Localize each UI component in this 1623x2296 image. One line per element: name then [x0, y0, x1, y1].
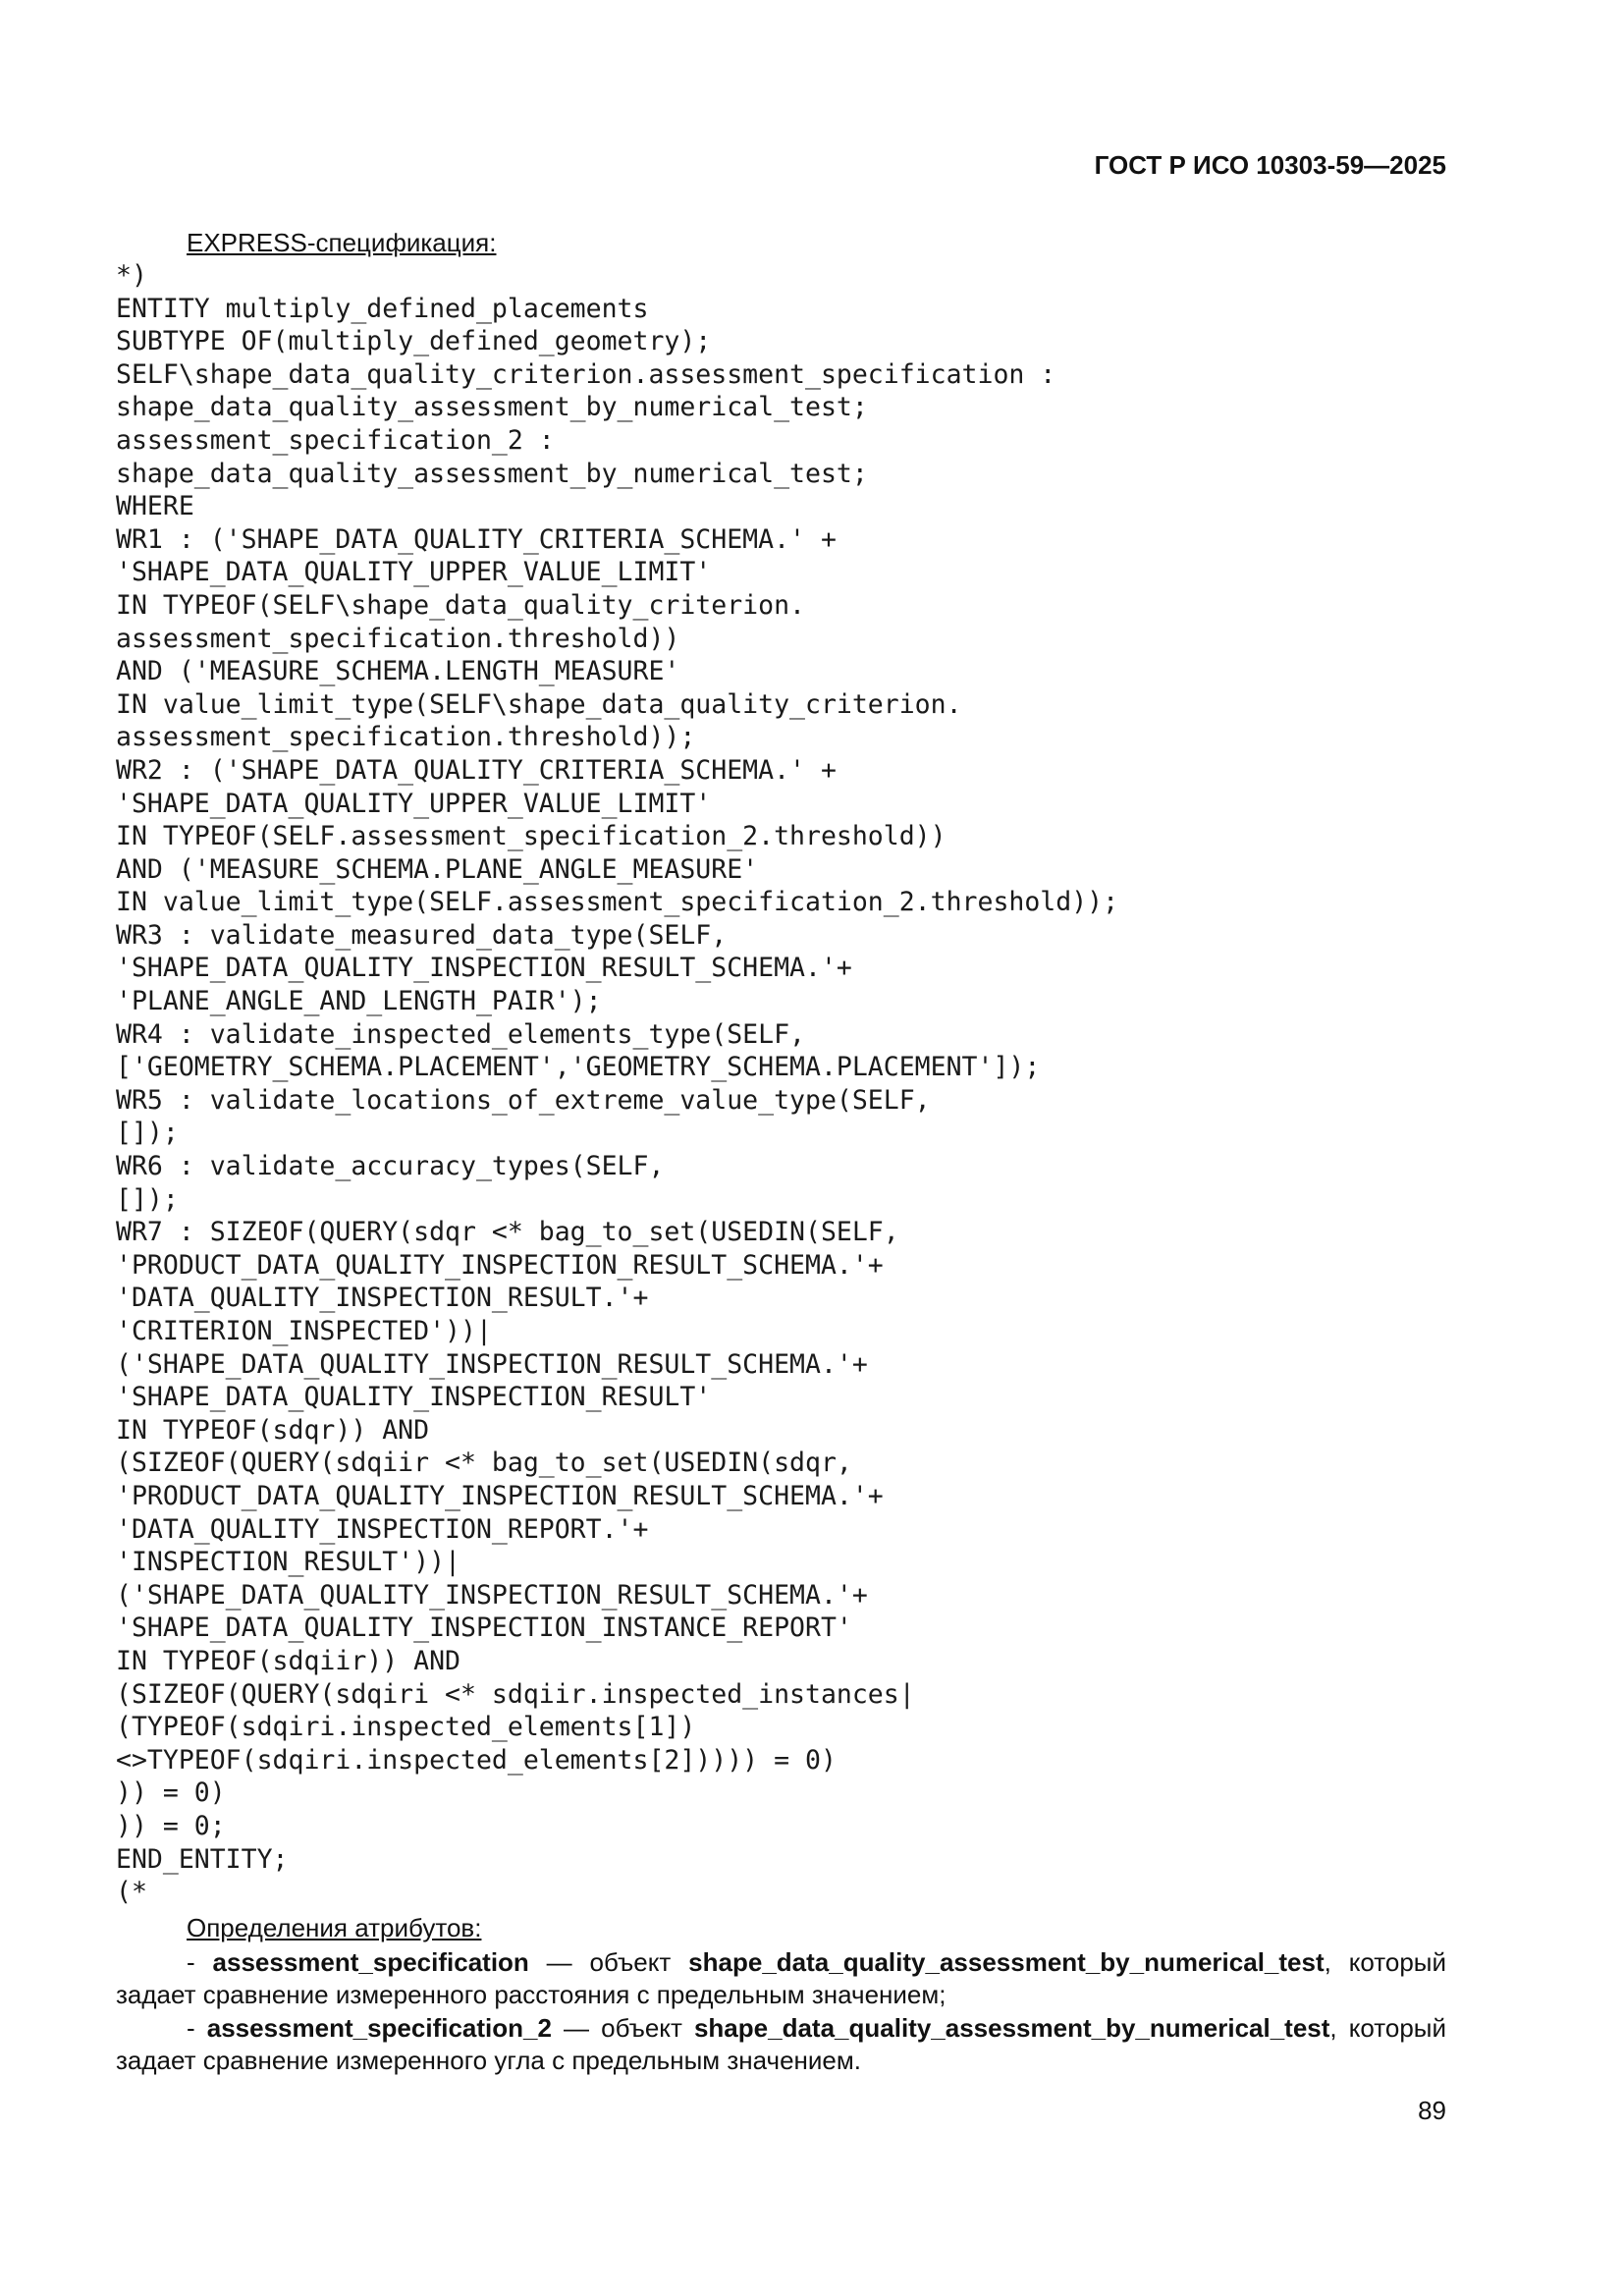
code-line: ENTITY multiply_defined_placements: [116, 293, 649, 324]
code-line: WHERE: [116, 491, 194, 522]
code-line: (SIZEOF(QUERY(sdqiir <* bag_to_set(USEDIN(sdqr,: [116, 1448, 852, 1479]
code-line: IN value_limit_type(SELF.assessment_specification_2.threshold));: [116, 887, 1119, 918]
code-line: WR6 : validate_accuracy_types(SELF,: [116, 1151, 665, 1182]
code-line: IN TYPEOF(sdqr)) AND: [116, 1414, 430, 1446]
code-line: 'INSPECTION_RESULT'))|: [116, 1547, 460, 1578]
code-line: shape_data_quality_assessment_by_numerical_test;: [116, 392, 868, 423]
attribute-type: shape_data_quality_assessment_by_numerical_test: [688, 1946, 1325, 1977]
code-line: SUBTYPE OF(multiply_defined_geometry);: [116, 326, 712, 357]
code-line: WR4 : validate_inspected_elements_type(SELF,: [116, 1018, 805, 1050]
code-line: []);: [116, 1183, 179, 1215]
code-line: assessment_specification_2 :: [116, 424, 555, 456]
code-line: 'PRODUCT_DATA_QUALITY_INSPECTION_RESULT_SCHEMA.'+: [116, 1249, 884, 1281]
code-line: (TYPEOF(sdqiri.inspected_elements[1]): [116, 1712, 696, 1743]
attribute-description: , который задает сравнение измеренного угла с предельным значением.: [116, 2012, 1447, 2076]
code-line: )) = 0): [116, 1777, 226, 1809]
attribute-definitions: [116, 1946, 1446, 2078]
code-line: 'PRODUCT_DATA_QUALITY_INSPECTION_RESULT_SCHEMA.'+: [116, 1480, 884, 1511]
code-line: WR3 : validate_measured_data_type(SELF,: [116, 919, 728, 951]
express-code-block: [116, 259, 1446, 1909]
code-line: ['GEOMETRY_SCHEMA.PLACEMENT','GEOMETRY_SCHEMA.PLACEMENT']);: [116, 1052, 1041, 1083]
code-line: AND ('MEASURE_SCHEMA.PLANE_ANGLE_MEASURE': [116, 853, 759, 885]
code-line: (SIZEOF(QUERY(sdqiri <* sdqiir.inspected_instances|: [116, 1678, 915, 1710]
code-line: shape_data_quality_assessment_by_numerical_test;: [116, 458, 868, 489]
code-line: WR2 : ('SHAPE_DATA_QUALITY_CRITERIA_SCHEMA.' +: [116, 754, 837, 786]
attribute-definition: [116, 2012, 1446, 2078]
code-line: END_ENTITY;: [116, 1843, 289, 1875]
code-line: IN value_limit_type(SELF\shape_data_quality_criterion.: [116, 688, 962, 720]
code-line: 'SHAPE_DATA_QUALITY_UPPER_VALUE_LIMIT': [116, 557, 712, 588]
code-line: 'SHAPE_DATA_QUALITY_INSPECTION_INSTANCE_REPORT': [116, 1613, 852, 1644]
code-line: <>TYPEOF(sdqiri.inspected_elements[2])))) = 0): [116, 1744, 837, 1776]
code-line: 'SHAPE_DATA_QUALITY_INSPECTION_RESULT_SCHEMA.'+: [116, 953, 852, 984]
definition-bullet: -: [187, 2012, 207, 2043]
code-line: []);: [116, 1118, 179, 1149]
code-line: IN TYPEOF(SELF\shape_data_quality_criterion.: [116, 589, 805, 621]
express-spec-label: EXPRESS-спецификация:: [187, 228, 497, 257]
definition-bullet: -: [187, 1946, 213, 1977]
code-line: WR1 : ('SHAPE_DATA_QUALITY_CRITERIA_SCHEMA.' +: [116, 523, 837, 555]
code-line: IN TYPEOF(SELF.assessment_specification_2.threshold)): [116, 821, 947, 852]
attribute-definitions-label: Определения атрибутов:: [187, 1912, 482, 1942]
code-line: assessment_specification.threshold)): [116, 623, 680, 654]
code-line: WR7 : SIZEOF(QUERY(sdqr <* bag_to_set(USEDIN(SELF,: [116, 1217, 899, 1248]
code-line: 'SHAPE_DATA_QUALITY_UPPER_VALUE_LIMIT': [116, 788, 712, 819]
code-line: IN TYPEOF(sdqiir)) AND: [116, 1645, 460, 1676]
code-line: AND ('MEASURE_SCHEMA.LENGTH_MEASURE': [116, 656, 680, 687]
code-line: WR5 : validate_locations_of_extreme_value_type(SELF,: [116, 1084, 931, 1116]
page-number: 89: [1418, 2096, 1446, 2125]
document-header: ГОСТ Р ИСО 10303-59—2025: [1094, 150, 1446, 180]
code-line: *): [116, 260, 147, 291]
code-line: 'SHAPE_DATA_QUALITY_INSPECTION_RESULT': [116, 1382, 712, 1413]
code-line: 'PLANE_ANGLE_AND_LENGTH_PAIR');: [116, 986, 602, 1017]
definition-connector: — объект: [528, 1946, 689, 1977]
code-line: ('SHAPE_DATA_QUALITY_INSPECTION_RESULT_SCHEMA.'+: [116, 1348, 868, 1380]
page-content: [116, 226, 1446, 2078]
definition-connector: — объект: [551, 2012, 694, 2043]
code-line: assessment_specification.threshold));: [116, 722, 696, 753]
code-line: )) = 0;: [116, 1810, 226, 1841]
code-line: (*: [116, 1877, 147, 1908]
code-line: SELF\shape_data_quality_criterion.assessment_specification :: [116, 358, 1056, 390]
attribute-description: , который задает сравнение измеренного расстояния с предельным значением;: [116, 1946, 1446, 2010]
attribute-name: assessment_specification_2: [206, 2012, 552, 2043]
attribute-type: shape_data_quality_assessment_by_numerical_test: [693, 2012, 1330, 2043]
code-line: ('SHAPE_DATA_QUALITY_INSPECTION_RESULT_SCHEMA.'+: [116, 1579, 868, 1611]
code-line: 'CRITERION_INSPECTED'))|: [116, 1316, 492, 1346]
code-line: 'DATA_QUALITY_INSPECTION_REPORT.'+: [116, 1513, 649, 1545]
attribute-definition: [116, 1946, 1446, 2012]
attribute-name: assessment_specification: [212, 1946, 529, 1977]
code-line: 'DATA_QUALITY_INSPECTION_RESULT.'+: [116, 1283, 649, 1314]
